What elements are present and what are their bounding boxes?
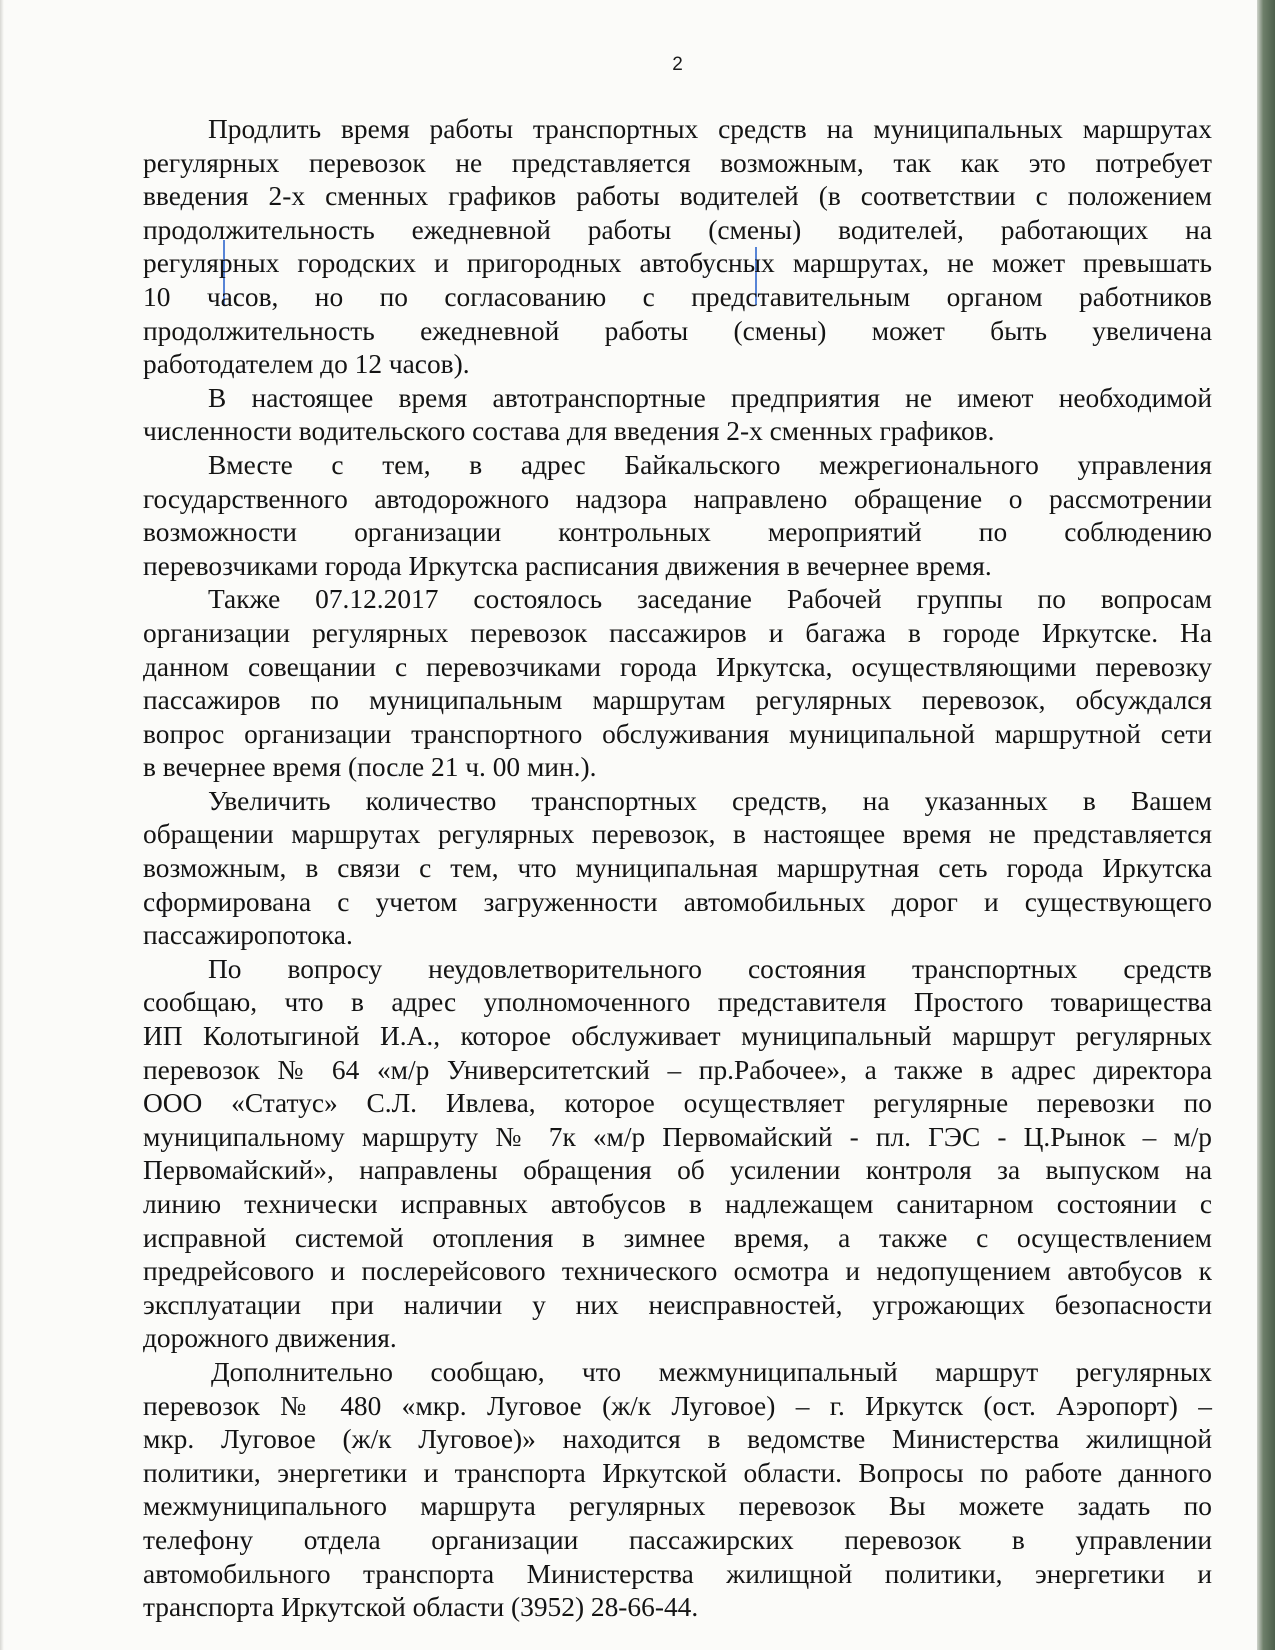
text-line: эксплуатации при наличии у них неисправностей, угрожающих безопасности	[143, 1289, 1212, 1320]
text-line: политики, энергетики и транспорта Иркутской области. Вопросы по работе данного	[143, 1457, 1212, 1488]
text-line: муниципальному маршруту № 7к «м/р Первомайский - пл. ГЭС - Ц.Рынок – м/р	[143, 1121, 1212, 1152]
text-line: данном совещании с перевозчиками города Иркутска, осуществляющими перевозку	[143, 651, 1212, 682]
text-line: мкр. Луговое (ж/к Луговое)» находится в ведомстве Министерства жилищной	[143, 1424, 1212, 1455]
text-line: ООО «Статус» С.Л. Ивлева, которое осуществляет регулярные перевозки по	[143, 1088, 1212, 1119]
text-line: Также 07.12.2017 состоялось заседание Рабочей группы по вопросам	[208, 584, 1212, 615]
text-line: пассажиропотока.	[143, 920, 353, 951]
text-line: регулярных городских и пригородных автобусных маршрутах, не может превышать	[143, 248, 1212, 279]
paragraph	[143, 953, 1212, 1356]
paragraph	[143, 449, 1212, 583]
text-line: По вопросу неудовлетворительного состояния транспортных средств	[208, 953, 1212, 984]
text-line: Дополнительно сообщаю, что межмуниципальный маршрут регулярных	[211, 1356, 1212, 1387]
paragraph	[143, 1356, 1212, 1625]
text-line: перевозчиками города Иркутска расписания движения в вечернее время.	[143, 550, 992, 581]
text-line: государственного автодорожного надзора направлено обращение о рассмотрении	[143, 483, 1212, 514]
text-line: пассажиров по муниципальным маршрутам регулярных перевозок, обсуждался	[143, 685, 1212, 716]
text-line: продолжительность ежедневной работы (смены) может быть увеличена	[143, 315, 1212, 346]
paragraph	[143, 583, 1212, 785]
document-body	[143, 113, 1212, 1625]
scan-left-edge	[0, 0, 4, 1650]
text-line: Увеличить количество транспортных средств, на указанных в Вашем	[208, 785, 1212, 816]
text-line: Вместе с тем, в адрес Байкальского межрегионального управления	[208, 449, 1212, 480]
text-line: ИП Колотыгиной И.А., которое обслуживает муниципальный маршрут регулярных	[143, 1021, 1212, 1052]
text-line: обращении маршрутах регулярных перевозок, в настоящее время не представляется	[143, 819, 1212, 850]
text-line: работодателем до 12 часов).	[143, 349, 470, 380]
text-line: введения 2-х сменных графиков работы водителей (в соответствии с положением	[143, 181, 1212, 212]
text-line: межмуниципального маршрута регулярных перевозок Вы можете задать по	[143, 1491, 1212, 1522]
scan-right-edge	[1257, 0, 1275, 1650]
text-line: предрейсового и послерейсового технического осмотра и недопущением автобусов к	[143, 1256, 1212, 1287]
page-number: 2	[672, 54, 683, 75]
text-line: сформирована с учетом загруженности автомобильных дорог и существующего	[143, 886, 1212, 917]
text-line: дорожного движения.	[143, 1323, 397, 1354]
text-line: линию технически исправных автобусов в надлежащем санитарном состоянии с	[143, 1189, 1212, 1219]
text-line: 10 часов, но по согласованию с представительным органом работников	[143, 281, 1212, 312]
text-line: перевозок № 480 «мкр. Луговое (ж/к Луговое) – г. Иркутск (ост. Аэропорт) –	[143, 1390, 1212, 1421]
text-line: телефону отдела организации пассажирских перевозок в управлении	[143, 1524, 1212, 1555]
paragraph	[143, 785, 1212, 953]
paragraph	[143, 382, 1212, 449]
text-line: в вечернее время (после 21 ч. 00 мин.).	[143, 752, 597, 783]
text-line: вопрос организации транспортного обслуживания муниципальной маршрутной сети	[143, 718, 1212, 749]
text-line: возможным, в связи с тем, что муниципальная маршрутная сеть города Иркутска	[143, 853, 1212, 884]
text-line: исправной системой отопления в зимнее время, а также с осуществлением	[143, 1222, 1212, 1253]
text-line: Продлить время работы транспортных средств на муниципальных маршрутах	[208, 114, 1212, 144]
text-line: сообщаю, что в адрес уполномоченного представителя Простого товарищества	[143, 987, 1212, 1018]
text-line: регулярных перевозок не представляется возможным, так как это потребует	[143, 147, 1212, 178]
text-line: транспорта Иркутской области (3952) 28-66-44.	[143, 1592, 699, 1623]
text-line: продолжительность ежедневной работы (смены) водителей, работающих на	[143, 214, 1212, 245]
paragraph	[143, 113, 1212, 382]
text-line: возможности организации контрольных мероприятий по соблюдению	[143, 517, 1212, 548]
text-line: автомобильного транспорта Министерства жилищной политики, энергетики и	[143, 1558, 1212, 1589]
text-line: В настоящее время автотранспортные предприятия не имеют необходимой	[208, 382, 1212, 413]
text-line: организации регулярных перевозок пассажиров и багажа в городе Иркутске. На	[143, 617, 1212, 648]
text-line: перевозок № 64 «м/р Университетский – пр.Рабочее», а также в адрес директора	[143, 1054, 1212, 1085]
text-line: численности водительского состава для введения 2-х сменных графиков.	[143, 416, 995, 447]
text-line: Первомайский», направлены обращения об усилении контроля за выпуском на	[143, 1155, 1212, 1186]
